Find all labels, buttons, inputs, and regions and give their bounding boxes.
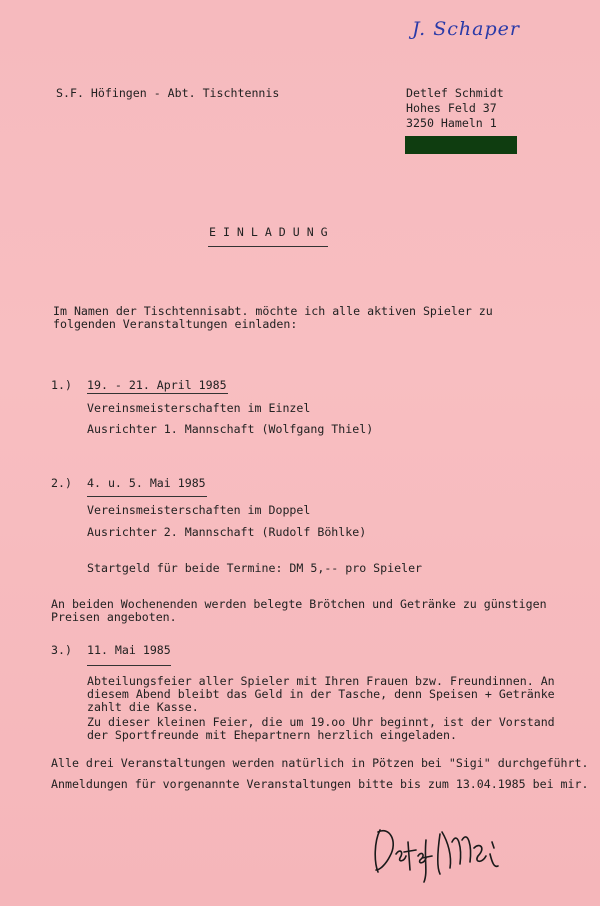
event-2-line-1: Vereinsmeisterschaften im Doppel xyxy=(87,503,311,517)
event-3-line-2: diesem Abend bleibt das Geld in der Tasche, denn Speisen + Getränke xyxy=(87,687,555,701)
address-street: Hohes Feld 37 xyxy=(406,101,497,115)
wochenende-line-1: An beiden Wochenenden werden belegte Brötchen und Getränke zu günstigen xyxy=(51,597,547,611)
wochenende-line-2: Preisen angeboten. xyxy=(51,610,177,624)
intro-line-1: Im Namen der Tischtennisabt. möchte ich alle aktiven Spieler zu xyxy=(53,304,493,318)
event-3-line-4: Zu dieser kleinen Feier, die um 19.oo Uhr beginnt, ist der Vorstand xyxy=(87,715,555,729)
redaction-bar xyxy=(405,136,517,154)
event-3-line-3: zahlt die Kasse. xyxy=(87,700,199,714)
startgeld-line: Startgeld für beide Termine: DM 5,-- pro Spieler xyxy=(87,561,423,575)
intro-line-2: folgenden Veranstaltungen einladen: xyxy=(53,317,298,331)
event-1-date-underline xyxy=(87,393,228,394)
event-3-date-underline xyxy=(87,665,171,666)
event-3-line-1: Abteilungsfeier aller Spieler mit Ihren Frauen bzw. Freundinnen. An xyxy=(87,674,555,688)
event-2-date-underline xyxy=(87,496,207,497)
letter-title: E I N L A D U N G xyxy=(209,225,328,239)
event-2-date: 4. u. 5. Mai 1985 xyxy=(87,476,206,490)
event-2-number: 2.) xyxy=(51,476,72,490)
closing-line-1: Alle drei Veranstaltungen werden natürlich in Pötzen bei "Sigi" durchgeführt. xyxy=(51,756,589,770)
title-underline xyxy=(208,246,328,247)
event-1-date: 19. - 21. April 1985 xyxy=(87,378,227,392)
address-city: 3250 Hameln 1 xyxy=(406,116,497,130)
event-3-line-5: der Sportfreunde mit Ehepartnern herzlich eingeladen. xyxy=(87,728,457,742)
event-3-date: 11. Mai 1985 xyxy=(87,643,171,657)
event-1-line-2: Ausrichter 1. Mannschaft (Wolfgang Thiel) xyxy=(87,422,374,436)
event-1-number: 1.) xyxy=(51,378,72,392)
sender-line: S.F. Höfingen - Abt. Tischtennis xyxy=(56,86,280,100)
event-1-line-1: Vereinsmeisterschaften im Einzel xyxy=(87,401,311,415)
address-name: Detlef Schmidt xyxy=(406,86,504,100)
handwritten-name: J. Schaper xyxy=(412,18,520,40)
closing-line-2: Anmeldungen für vorgenannte Veranstaltungen bitte bis zum 13.04.1985 bei mir. xyxy=(51,777,589,791)
signature xyxy=(368,812,508,884)
event-2-line-2: Ausrichter 2. Mannschaft (Rudolf Böhlke) xyxy=(87,525,367,539)
event-3-number: 3.) xyxy=(51,643,72,657)
